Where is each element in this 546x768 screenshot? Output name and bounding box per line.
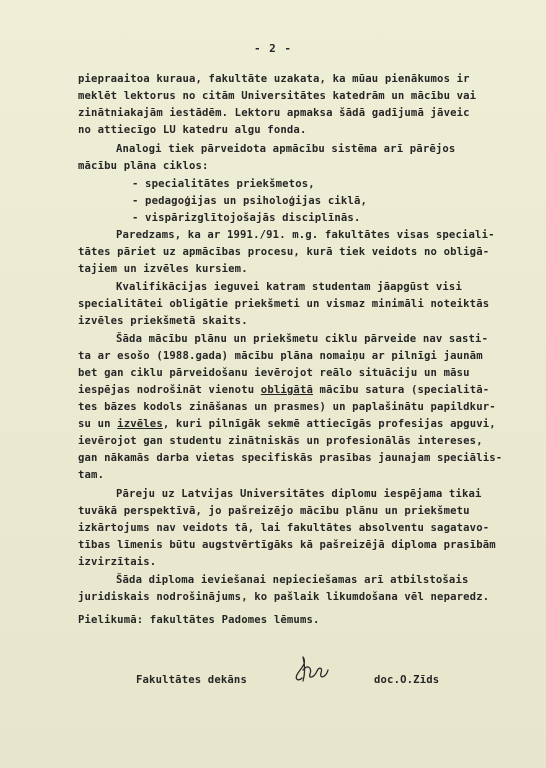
handwritten-signature xyxy=(290,652,330,686)
signatory-name: doc.O.Zīds xyxy=(374,674,440,686)
text-line: Pāreju uz Latvijas Universitātes diplomu iespējama tikai xyxy=(116,488,482,500)
underlined-term: izvēles xyxy=(117,418,163,430)
list-item: - vispārizglītojošajās disciplīnās. xyxy=(132,212,361,224)
text-line: Analogi tiek pārveidota apmācību sistēma arī pārējos xyxy=(116,143,456,155)
text-line xyxy=(78,418,496,431)
text-line: tības līmenis būtu augstvērtīgāks kā pašreizējā diploma prasībām xyxy=(78,539,496,551)
text-line xyxy=(78,384,489,397)
text-line: Kvalifikācijas ieguvei katram studentam jāapgūst visi xyxy=(116,281,462,293)
text-line: tam. xyxy=(78,469,105,481)
text-line: ta ar esošo (1988.gada) mācību plāna nomaiņu ar pilnīgi jaunām xyxy=(78,350,483,362)
list-item: - pedagoģijas un psiholoģijas ciklā, xyxy=(132,195,368,207)
text-line: Šāda diploma ieviešanai nepieciešamas arī atbilstošais xyxy=(116,574,469,586)
text-line: izkārtojums nav veidots tā, lai fakultātes absolventu sagatavo- xyxy=(78,522,490,534)
page-number: - 2 - xyxy=(253,42,293,55)
text-line: gan nākamās darba vietas specifiskās prasības jaunajam speciālis- xyxy=(78,452,503,464)
text-line: tes bāzes kodols zināšanas un prasmes) un paplašinātu papildkur- xyxy=(78,401,496,413)
text-line: piepraaitoa kuraua, fakultāte uzakata, ka mūau pienākumos ir xyxy=(78,73,470,85)
text-line: no attiecīgo LU katedru algu fonda. xyxy=(78,124,307,136)
text-line: mācību plāna ciklos: xyxy=(78,160,209,172)
text-line: Paredzams, ka ar 1991./91. m.g. fakultātes visas speciali- xyxy=(116,229,495,241)
text-segment: su un xyxy=(78,418,118,430)
text-line: ievērojot gan studentu zinātniskās un profesionālās intereses, xyxy=(78,435,483,447)
signatory-role: Fakultātes dekāns xyxy=(136,674,247,686)
text-segment: mācību satura (specialitā- xyxy=(313,384,490,396)
text-line: juridiskais nodrošinājums, ko pašlaik likumdošana vēl neparedz. xyxy=(78,591,490,603)
attachment-note: Pielikumā: fakultātes Padomes lēmums. xyxy=(78,614,320,626)
text-line: Šāda mācību plānu un priekšmetu ciklu pārveide nav sasti- xyxy=(116,333,489,345)
text-line: zinātniakajām iestādēm. Lektoru apmaksa šādā gadījumā jāveic xyxy=(78,107,470,119)
underlined-term: obligātā xyxy=(260,384,314,396)
text-segment: iespējas nodrošināt vienotu xyxy=(78,384,261,396)
text-line: tuvākā perspektīvā, jo pašreizējo mācību plānu un priekšmetu xyxy=(78,505,470,517)
text-line: tātes pāriet uz apmācības procesu, kurā tiek veidots no obligā- xyxy=(78,246,490,258)
text-line: meklēt lektorus no citām Universitātes katedrām un mācību vai xyxy=(78,90,477,102)
text-line: specialitātei obligātie priekšmeti un vismaz minimāli noteiktās xyxy=(78,298,490,310)
list-item: - specialitātes priekšmetos, xyxy=(132,178,315,190)
text-segment: , kuri pilnīgāk sekmē attiecīgās profesijas apguvi, xyxy=(162,418,496,430)
text-line: izvirzītais. xyxy=(78,556,157,568)
text-line: tajiem un izvēles kursiem. xyxy=(78,263,248,275)
text-line: izvēles priekšmetā skaits. xyxy=(78,315,248,327)
text-line: bet gan ciklu pārveidošanu ievērojot reālo situāciju un māsu xyxy=(78,367,470,379)
